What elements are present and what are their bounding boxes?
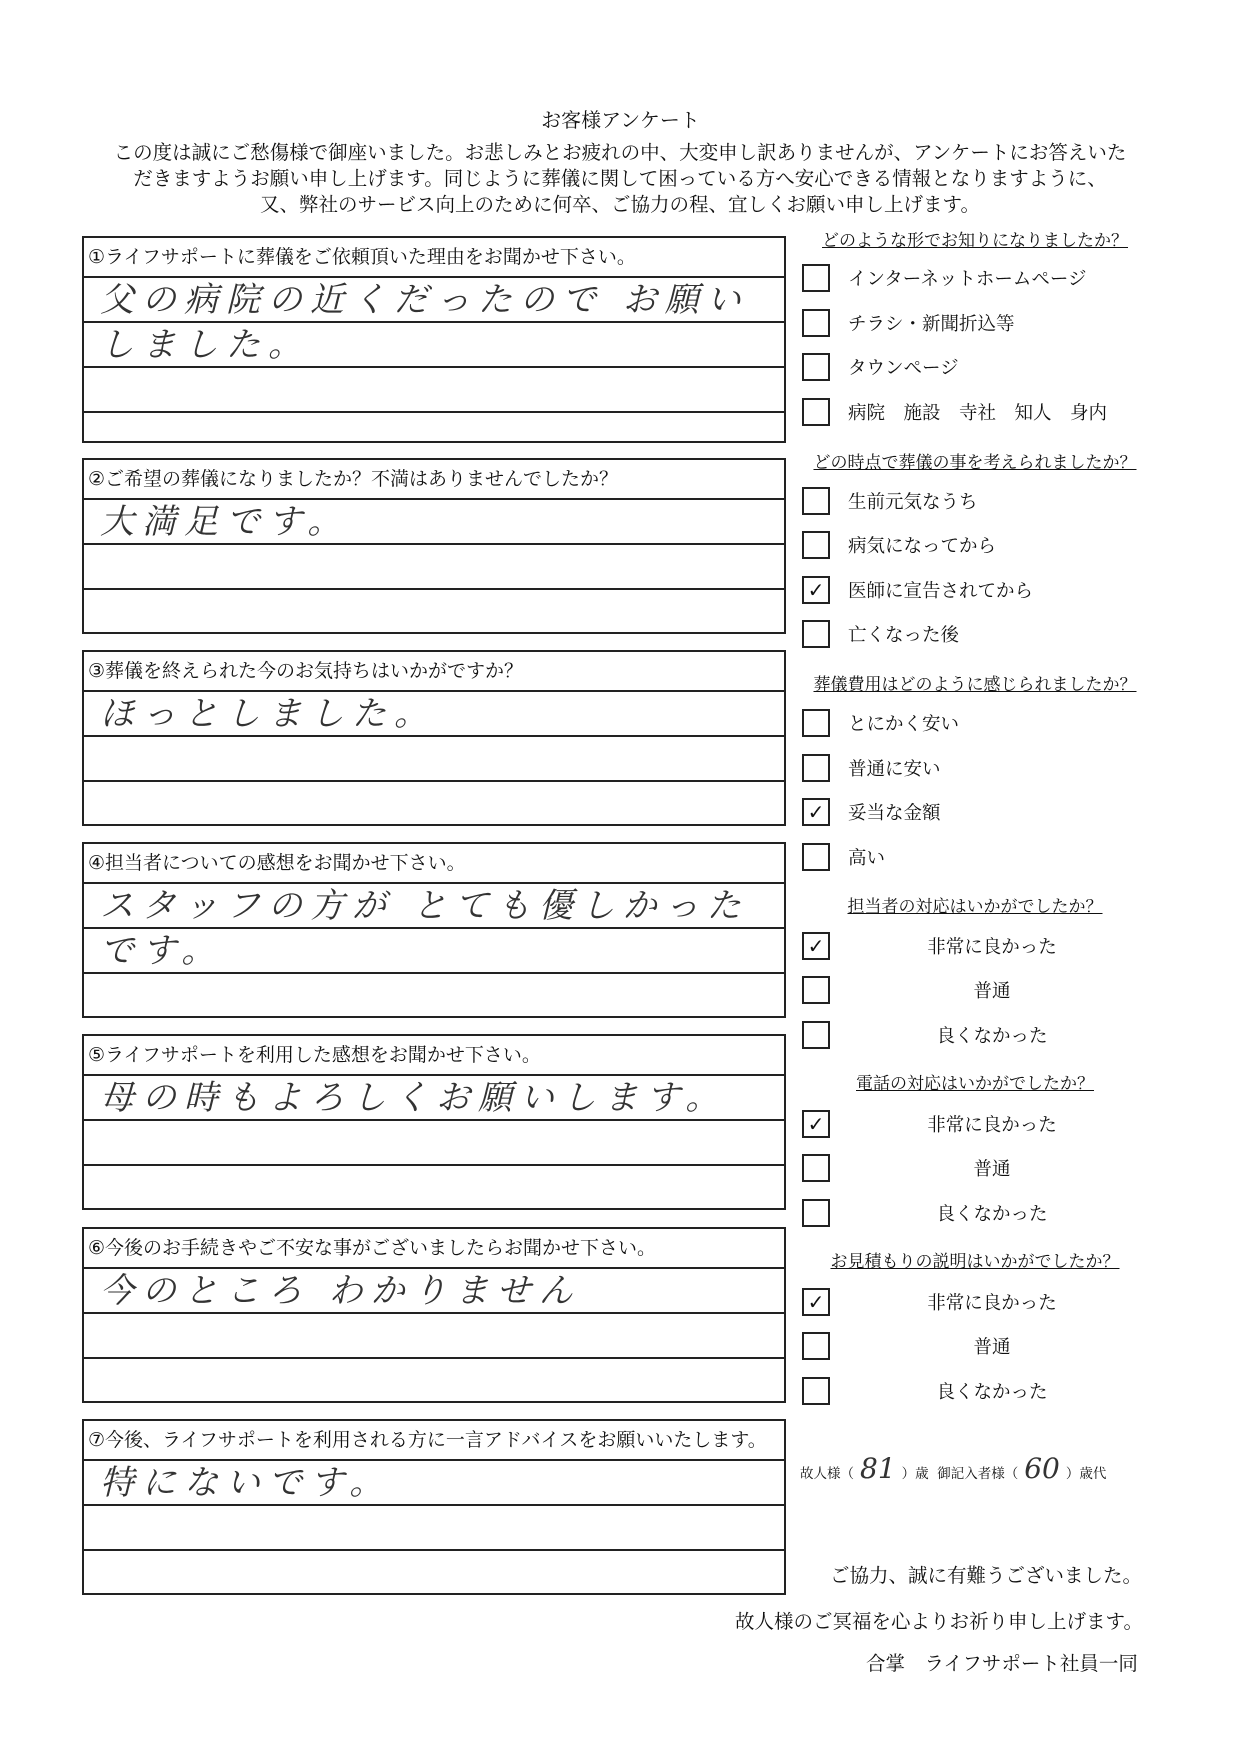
checkbox[interactable] bbox=[802, 487, 830, 515]
checkbox[interactable]: ✓ bbox=[802, 1288, 830, 1316]
checkbox[interactable] bbox=[802, 309, 830, 337]
checkbox[interactable]: ✓ bbox=[802, 576, 830, 604]
answer-line[interactable] bbox=[84, 323, 784, 368]
option-label: 高い bbox=[848, 848, 886, 869]
question-box-4 bbox=[82, 842, 786, 1018]
question-box-5 bbox=[82, 1034, 786, 1210]
deceased-age-label: 故人様（ bbox=[800, 1466, 854, 1482]
checkbox[interactable] bbox=[802, 398, 830, 426]
answer-line[interactable] bbox=[84, 368, 784, 413]
answer-line[interactable] bbox=[84, 737, 784, 782]
answer-line[interactable] bbox=[84, 1121, 784, 1166]
section-title: どのような形でお知りになりましたか？ bbox=[822, 231, 1128, 251]
checkbox[interactable] bbox=[802, 1199, 830, 1227]
intro-line: 又、弊社のサービス向上のために何卒、ご協力の程、宜しくお願い申し上げます。 bbox=[260, 193, 980, 216]
section-title: お見積もりの説明はいかがでしたか？ bbox=[830, 1252, 1120, 1272]
answer-line[interactable] bbox=[84, 1551, 784, 1593]
condolence-line: 故人様のご冥福を心よりお祈り申し上げます。 bbox=[735, 1610, 1143, 1633]
writer-age-unit: ）歳代 bbox=[1065, 1466, 1107, 1482]
option-label: 亡くなった後 bbox=[848, 625, 960, 646]
option-row[interactable] bbox=[802, 487, 1182, 519]
question-label: ⑦今後、ライフサポートを利用される方に一言アドバイスをお願いいたします。 bbox=[84, 1421, 784, 1461]
checkbox[interactable] bbox=[802, 1021, 830, 1049]
question-box-7 bbox=[82, 1419, 786, 1595]
answer-line[interactable] bbox=[84, 929, 784, 974]
answer-line[interactable] bbox=[84, 1461, 784, 1506]
option-label: 妥当な金額 bbox=[848, 803, 941, 824]
option-row[interactable] bbox=[802, 264, 1182, 296]
checkbox[interactable] bbox=[802, 1154, 830, 1182]
option-label: 良くなかった bbox=[936, 1204, 1048, 1225]
handwritten-answer: 母の時もよろしくお願いします。 bbox=[100, 1078, 728, 1118]
answer-line[interactable] bbox=[84, 1269, 784, 1314]
option-row[interactable] bbox=[802, 754, 1182, 786]
option-label: 非常に良かった bbox=[927, 1115, 1057, 1136]
option-label: 良くなかった bbox=[936, 1026, 1048, 1047]
option-row[interactable] bbox=[802, 1288, 1182, 1320]
option-row[interactable] bbox=[802, 1377, 1182, 1409]
answer-line[interactable] bbox=[84, 1359, 784, 1401]
option-label: インターネットホームページ bbox=[848, 269, 1087, 290]
deceased-age-unit: ）歳 bbox=[901, 1466, 929, 1482]
option-row[interactable] bbox=[802, 976, 1182, 1008]
checkbox[interactable] bbox=[802, 843, 830, 871]
checkbox[interactable] bbox=[802, 264, 830, 292]
option-row[interactable] bbox=[802, 1154, 1182, 1186]
section-title: 担当者の対応はいかがでしたか？ bbox=[847, 897, 1103, 917]
option-row[interactable] bbox=[802, 1199, 1182, 1231]
thanks-line: ご協力、誠に有難うございました。 bbox=[830, 1564, 1143, 1587]
option-row[interactable] bbox=[802, 932, 1182, 964]
answer-line[interactable] bbox=[84, 413, 784, 441]
option-label: 非常に良かった bbox=[927, 937, 1057, 958]
handwritten-answer: 今のところ わかりません bbox=[100, 1271, 581, 1311]
answer-line[interactable] bbox=[84, 1076, 784, 1121]
deceased-age-value[interactable]: 81 bbox=[860, 1452, 896, 1485]
section-title: どの時点で葬儀の事を考えられましたか？ bbox=[813, 453, 1137, 473]
question-label: ③葬儀を終えられた今のお気持ちはいかがですか？ bbox=[84, 652, 784, 692]
option-label: とにかく安い bbox=[848, 714, 960, 735]
option-label: チラシ・新聞折込等 bbox=[848, 314, 1015, 335]
option-label: 医師に宣告されてから bbox=[848, 581, 1034, 602]
answer-line[interactable] bbox=[84, 590, 784, 632]
handwritten-answer: 父の病院の近くだったので お願い bbox=[100, 280, 749, 320]
intro-line: この度は誠にご愁傷様で御座いました。お悲しみとお疲れの中、大変申し訳ありませんが、アンケートにお答えいた bbox=[113, 141, 1127, 164]
question-box-2 bbox=[82, 458, 786, 634]
survey-title: お客様アンケート bbox=[541, 108, 700, 132]
option-row[interactable] bbox=[802, 1021, 1182, 1053]
option-label: 普通 bbox=[973, 981, 1011, 1002]
writer-age-label: 御記入者様（ bbox=[937, 1466, 1019, 1482]
option-label: 普通に安い bbox=[848, 759, 941, 780]
checkbox[interactable]: ✓ bbox=[802, 1110, 830, 1138]
age-line bbox=[800, 1452, 1106, 1485]
option-label: 普通 bbox=[973, 1159, 1011, 1180]
answer-line[interactable] bbox=[84, 278, 784, 323]
intro-text bbox=[80, 140, 1160, 218]
answer-line[interactable] bbox=[84, 974, 784, 1016]
question-box-6 bbox=[82, 1227, 786, 1403]
answer-line[interactable] bbox=[84, 1166, 784, 1208]
question-label: ⑤ライフサポートを利用した感想をお聞かせ下さい。 bbox=[84, 1036, 784, 1076]
option-row[interactable] bbox=[802, 843, 1182, 875]
option-row[interactable] bbox=[802, 309, 1182, 341]
handwritten-answer: スタッフの方が とても優しかった bbox=[100, 886, 749, 926]
handwritten-answer: しました。 bbox=[100, 325, 310, 365]
option-row[interactable] bbox=[802, 620, 1182, 652]
answer-line[interactable] bbox=[84, 545, 784, 590]
option-row[interactable] bbox=[802, 353, 1182, 385]
question-label: ②ご希望の葬儀になりましたか？不満はありませんでしたか？ bbox=[84, 460, 784, 500]
writer-age-value[interactable]: 60 bbox=[1024, 1452, 1060, 1485]
option-label: 非常に良かった bbox=[927, 1293, 1057, 1314]
signature-line: 合掌 ライフサポート社員一同 bbox=[866, 1652, 1138, 1675]
question-label: ④担当者についての感想をお聞かせ下さい。 bbox=[84, 844, 784, 884]
option-row[interactable] bbox=[802, 531, 1182, 563]
option-label: 良くなかった bbox=[936, 1382, 1048, 1403]
checkbox[interactable]: ✓ bbox=[802, 932, 830, 960]
option-label: 生前元気なうち bbox=[848, 492, 978, 513]
question-box-3 bbox=[82, 650, 786, 826]
checkbox[interactable] bbox=[802, 1377, 830, 1405]
checkbox[interactable] bbox=[802, 353, 830, 381]
option-label: 普通 bbox=[973, 1337, 1011, 1358]
question-label: ⑥今後のお手続きやご不安な事がございましたらお聞かせ下さい。 bbox=[84, 1229, 784, 1269]
handwritten-answer: ほっとしました。 bbox=[100, 694, 436, 734]
option-row[interactable] bbox=[802, 1332, 1182, 1364]
option-label: 病院 施設 寺社 知人 身内 bbox=[848, 403, 1108, 424]
intro-line: だきますようお願い申し上げます。同じように葬儀に関して困っている方へ安心できる情報となりますように、 bbox=[133, 167, 1107, 190]
answer-line[interactable] bbox=[84, 884, 784, 929]
question-box-1 bbox=[82, 236, 786, 443]
option-label: 病気になってから bbox=[848, 536, 997, 557]
answer-line[interactable] bbox=[84, 692, 784, 737]
handwritten-answer: 大満足です。 bbox=[100, 502, 350, 542]
section-title: 葬儀費用はどのように感じられましたか？ bbox=[813, 675, 1137, 695]
option-row[interactable] bbox=[802, 398, 1182, 430]
option-row[interactable] bbox=[802, 798, 1182, 830]
answer-line[interactable] bbox=[84, 1314, 784, 1359]
checkbox[interactable] bbox=[802, 620, 830, 648]
checkbox[interactable] bbox=[802, 709, 830, 737]
section-title: 電話の対応はいかがでしたか？ bbox=[856, 1074, 1094, 1094]
option-row[interactable] bbox=[802, 709, 1182, 741]
checkbox[interactable] bbox=[802, 976, 830, 1004]
checkbox[interactable] bbox=[802, 754, 830, 782]
answer-line[interactable] bbox=[84, 782, 784, 824]
handwritten-answer: です。 bbox=[100, 931, 224, 971]
checkbox[interactable]: ✓ bbox=[802, 798, 830, 826]
option-row[interactable] bbox=[802, 576, 1182, 608]
answer-line[interactable] bbox=[84, 1506, 784, 1551]
handwritten-answer: 特にないです。 bbox=[100, 1463, 392, 1503]
checkbox[interactable] bbox=[802, 1332, 830, 1360]
checkbox[interactable] bbox=[802, 531, 830, 559]
option-row[interactable] bbox=[802, 1110, 1182, 1142]
answer-line[interactable] bbox=[84, 500, 784, 545]
question-label: ①ライフサポートに葬儀をご依頼頂いた理由をお聞かせ下さい。 bbox=[84, 238, 784, 278]
option-label: タウンページ bbox=[848, 358, 959, 379]
